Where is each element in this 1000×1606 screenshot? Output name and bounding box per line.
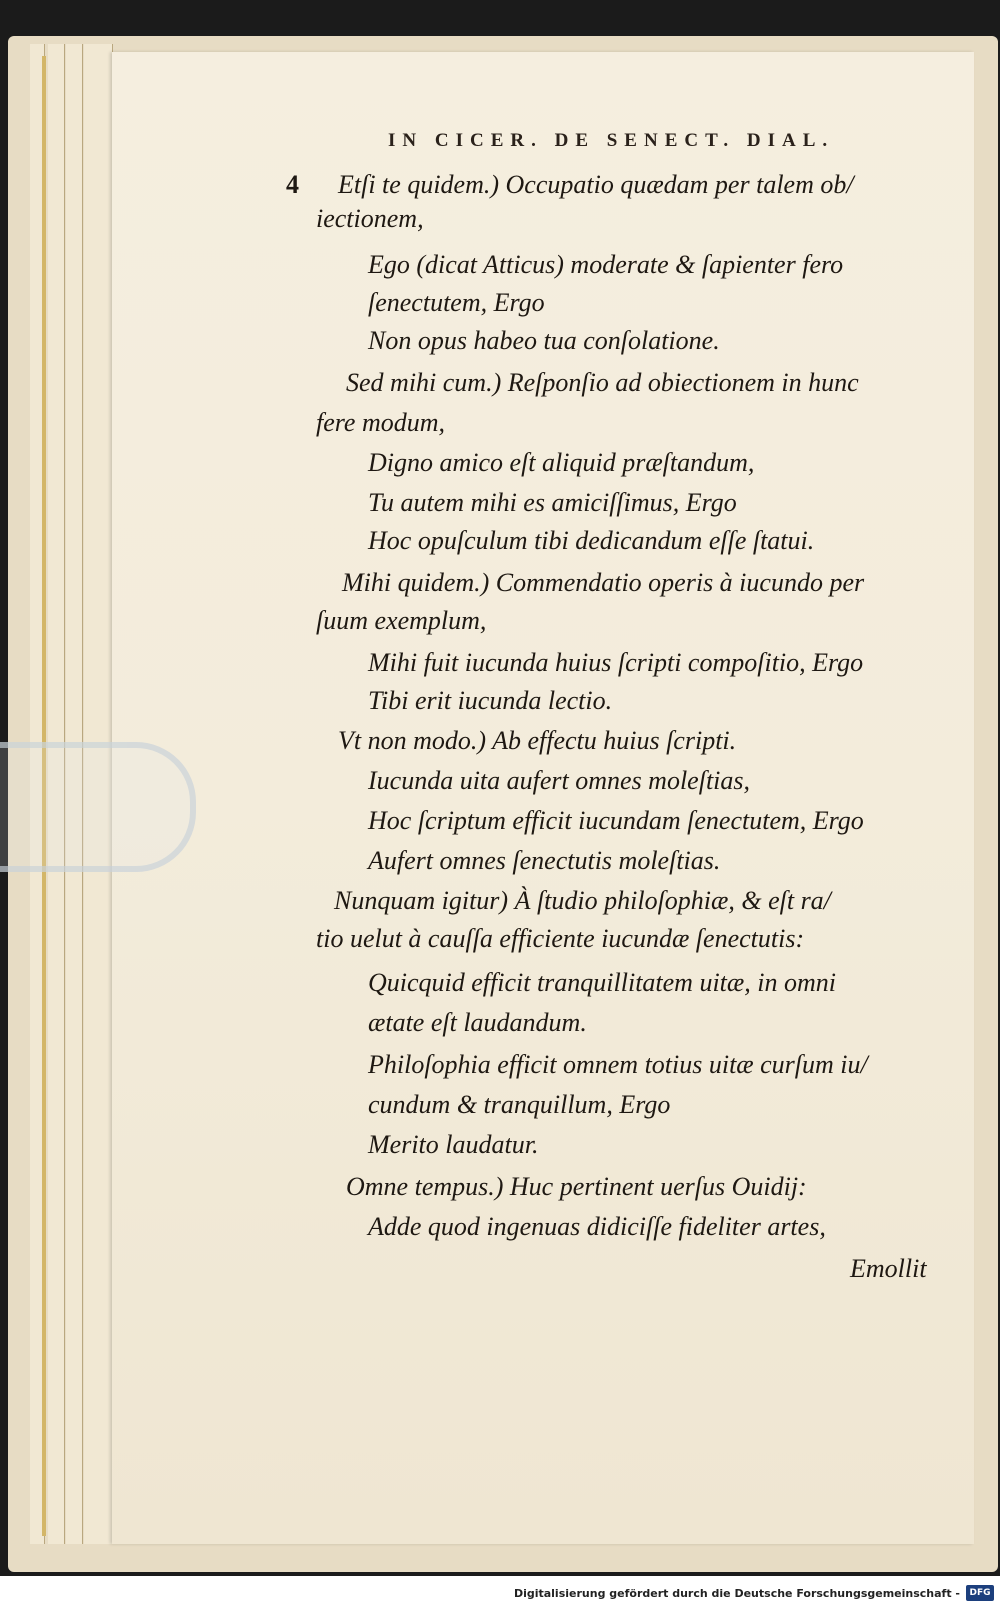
text-line: Ego (dicat Atticus) moderate & ſapienter fero <box>368 250 844 279</box>
text-line: Tu autem mihi es amiciſſimus, Ergo <box>368 488 737 517</box>
running-header: IN CICER. DE SENECT. DIAL. <box>388 130 835 151</box>
text-line: Etſi te quidem.) Occupatio quædam per talem ob/ <box>338 170 854 199</box>
text-line: Omne tempus.) Huc pertinent uerſus Ouidij: <box>346 1172 807 1201</box>
text-line: ſuum exemplum, <box>316 606 487 635</box>
text-line: Vt non modo.) Ab effectu huius ſcripti. <box>338 726 737 755</box>
page-clip <box>0 742 196 872</box>
section-number: 4 <box>286 170 299 199</box>
text-line: Tibi erit iucunda lectio. <box>368 686 613 715</box>
text-line: Mihi quidem.) Commendatio operis à iucundo per <box>342 568 865 597</box>
text-line: Nunquam igitur) À ſtudio philoſophiæ, & eſt ra/ <box>334 886 831 915</box>
text-line: Hoc ſcriptum efficit iucundam ſenectutem, Ergo <box>368 806 864 835</box>
footer-credit: Digitalisierung gefördert durch die Deutsche Forschungsgemeinschaft - <box>513 1587 960 1600</box>
text-line: cundum & tranquillum, Ergo <box>368 1090 671 1119</box>
text-line: Digno amico eſt aliquid præſtandum, <box>368 448 755 477</box>
dfg-logo: DFG <box>966 1585 994 1601</box>
text-line: Iucunda uita aufert omnes moleſtias, <box>368 766 751 795</box>
text-line: Non opus habeo tua conſolatione. <box>368 326 720 355</box>
text-line: Sed mihi cum.) Reſponſio ad obiectionem in hunc <box>346 368 859 397</box>
text-line: fere modum, <box>316 408 446 437</box>
text-line: iectionem, <box>316 204 424 233</box>
catchword: Emollit <box>850 1254 927 1283</box>
text-line: Aufert omnes ſenectutis moleſtias. <box>368 846 721 875</box>
footer-bar <box>0 1576 1000 1606</box>
text-line: ſenectutem, Ergo <box>368 288 545 317</box>
text-line: ætate eſt laudandum. <box>368 1008 587 1037</box>
text-line: Hoc opuſculum tibi dedicandum eſſe ſtatui. <box>368 526 815 555</box>
text-line: Merito laudatur. <box>368 1130 539 1159</box>
text-line: tio uelut à cauſſa efficiente iucundæ ſenectutis: <box>316 924 805 953</box>
text-line: Adde quod ingenuas didiciſſe fideliter artes, <box>368 1212 826 1241</box>
text-line: Mihi fuit iucunda huius ſcripti compoſitio, Ergo <box>368 648 864 677</box>
text-line: Quicquid efficit tranquillitatem uitæ, in omni <box>368 968 836 997</box>
text-line: Philoſophia efficit omnem totius uitæ curſum iu/ <box>368 1050 868 1079</box>
